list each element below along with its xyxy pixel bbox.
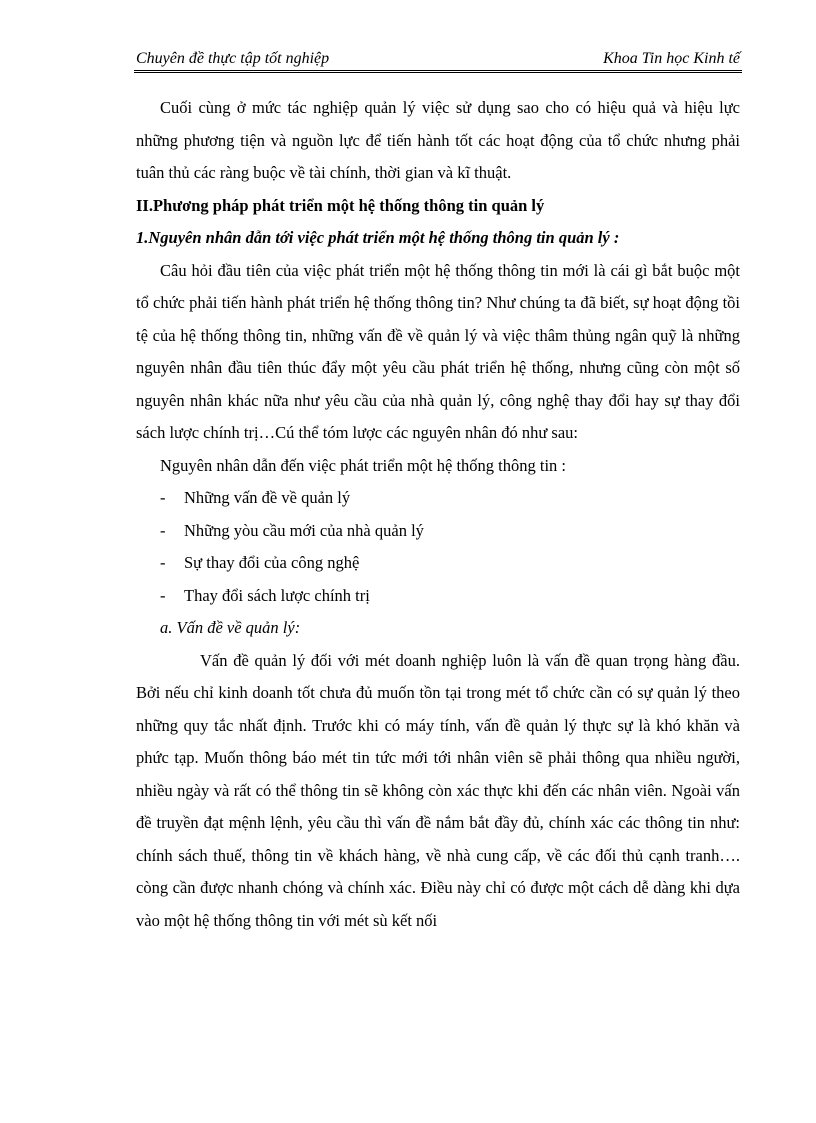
paragraph-intro: Cuối cùng ở mức tác nghiệp quản lý việc sử dụng sao cho có hiệu quả và hiệu lực những phương tiện và nguồn lực để tiến hành tốt các hoạt động của tổ chức nhưng phải tuân thủ các ràng buộc về tài chính, thời gian và kĩ thuật. [136, 98, 740, 182]
section-heading: II.Phương pháp phát triển một hệ thống thông tin quản lý [136, 195, 545, 215]
list-marker: - [160, 553, 166, 572]
subsection-heading: 1.Nguyên nhân dẫn tới việc phát triển một hệ thống thông tin quản lý : [136, 228, 620, 247]
paragraph-causes: Câu hỏi đầu tiên của việc phát triển một hệ thống thông tin mới là cái gì bắt buộc một tổ chức phải tiến hành phát triển hệ thống thông tin? Như chúng ta đã biết, sự hoạt động tồi tệ của hệ thống thông tin, những vấn đề về quản lý và việc thâm thủng ngân quỹ là những nguyên nhân đầu tiên thúc đẩy một yêu cầu phát triển hệ thống, nhưng cũng còn một số nguyên nhân khác nữa như yêu cầu của nhà quản lý, công nghệ thay đổi hay sự thay đổi sách lược chính trị…Cú thể tóm lược các nguyên nhân đó như sau: [136, 260, 740, 442]
list-marker: - [160, 488, 166, 507]
header-divider [134, 70, 742, 73]
subheading-management-issues: a. Vấn đề về quản lý: [160, 618, 301, 637]
header-left-title: Chuyên đề thực tập tốt nghiệp [136, 50, 330, 67]
list-item [136, 580, 740, 613]
page-header [136, 50, 740, 72]
list-intro: Nguyên nhân dẫn đến việc phát triển một hệ thống thông tin : [160, 455, 566, 475]
list-item [136, 515, 740, 548]
causes-list [136, 482, 740, 612]
list-item [136, 482, 740, 515]
list-item [136, 547, 740, 580]
list-item-text: Thay đổi sách lược chính trị [184, 585, 370, 605]
list-item-text: Những vấn đề về quản lý [184, 488, 351, 507]
list-item-text: Sự thay đổi của công nghệ [184, 553, 360, 572]
list-item-text: Những yòu cầu mới của nhà quản lý [184, 520, 424, 540]
document-body [136, 92, 740, 937]
header-right-title: Khoa Tin học Kinh tế [603, 50, 740, 67]
list-marker: - [160, 520, 166, 540]
list-marker: - [160, 585, 166, 605]
paragraph-management: Vấn đề quản lý đối với mét doanh nghiệp luôn là vấn đề quan trọng hàng đầu. Bởi nếu chỉ kinh doanh tốt chưa đủ muốn tồn tại trong mét tổ chức cần có sự quản lý theo những quy tắc nhất định. Trước khi có máy tính, vấn đề quản lý thực sự là khó khăn và phức tạp. Muốn thông báo mét tin tức mới tới nhân viên sẽ phải thông qua nhiều người, nhiều ngày và rất có thể thông tin sẽ không còn xác thực khi đến các nhân viên. Ngoài vấn đề truyền đạt mệnh lệnh, yêu cầu thì vấn đề nắm bắt đầy đủ, chính xác các thông tin như: chính sách thuế, thông tin về khách hàng, về nhà cung cấp, về các đối thủ cạnh tranh…. còng cần được nhanh chóng và chính xác. Điều này chỉ có được một cách dễ dàng khi dựa vào một hệ thống thông tin với mét sù kết nối [136, 650, 740, 930]
